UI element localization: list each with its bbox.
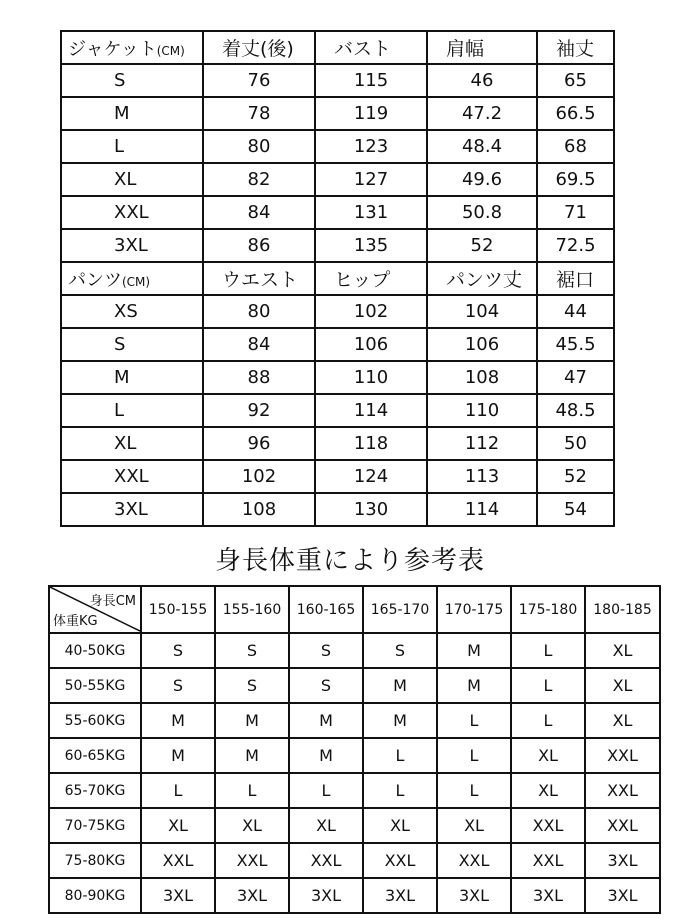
reference-row	[49, 703, 660, 738]
recommended-size-cell: XL	[585, 703, 660, 738]
pants-header-row	[61, 262, 614, 295]
jacket-column-header: バスト	[315, 31, 427, 64]
pants-row	[61, 361, 614, 394]
reference-row	[49, 668, 660, 703]
height-range-header: 180-185	[585, 586, 660, 633]
weight-range-label: 75-80KG	[49, 843, 141, 878]
jacket-size-label: 3XL	[61, 229, 203, 262]
reference-table-title: 身長体重により参考表	[214, 546, 485, 576]
recommended-size-cell: M	[141, 703, 215, 738]
recommended-size-cell: L	[141, 773, 215, 808]
jacket-size-label: M	[61, 97, 203, 130]
pants-row	[61, 427, 614, 460]
height-weight-reference-table	[48, 585, 661, 914]
jacket-value-cell: 50.8	[427, 196, 537, 229]
jacket-value-cell: 49.6	[427, 163, 537, 196]
pants-row	[61, 295, 614, 328]
weight-range-label: 55-60KG	[49, 703, 141, 738]
pants-value-cell: 130	[315, 493, 427, 526]
pants-column-header: パンツ丈	[427, 262, 537, 295]
size-chart-body	[61, 31, 614, 526]
pants-value-cell: 80	[203, 295, 315, 328]
recommended-size-cell: 3XL	[511, 878, 585, 913]
weight-range-label: 80-90KG	[49, 878, 141, 913]
recommended-size-cell: XXL	[215, 843, 289, 878]
recommended-size-cell: L	[289, 773, 363, 808]
recommended-size-cell: XXL	[585, 773, 660, 808]
recommended-size-cell: S	[363, 633, 437, 668]
pants-size-label: M	[61, 361, 203, 394]
jacket-value-cell: 68	[537, 130, 614, 163]
recommended-size-cell: M	[215, 738, 289, 773]
jacket-size-label: XXL	[61, 196, 203, 229]
recommended-size-cell: XL	[585, 633, 660, 668]
recommended-size-cell: S	[215, 633, 289, 668]
recommended-size-cell: XXL	[585, 738, 660, 773]
pants-value-cell: 118	[315, 427, 427, 460]
jacket-value-cell: 47.2	[427, 97, 537, 130]
weight-axis-label: 体重KG	[53, 614, 98, 629]
weight-range-label: 50-55KG	[49, 668, 141, 703]
recommended-size-cell: 3XL	[437, 878, 511, 913]
recommended-size-cell: XL	[585, 668, 660, 703]
recommended-size-cell: S	[215, 668, 289, 703]
recommended-size-cell: XXL	[511, 843, 585, 878]
pants-value-cell: 113	[427, 460, 537, 493]
recommended-size-cell: XL	[511, 773, 585, 808]
pants-value-cell: 114	[427, 493, 537, 526]
recommended-size-cell: XL	[363, 808, 437, 843]
pants-column-header: ウエスト	[203, 262, 315, 295]
reference-corner-cell	[49, 586, 141, 633]
pants-value-cell: 96	[203, 427, 315, 460]
pants-size-label: L	[61, 394, 203, 427]
reference-row	[49, 808, 660, 843]
pants-value-cell: 112	[427, 427, 537, 460]
jacket-value-cell: 115	[315, 64, 427, 97]
reference-table-body	[49, 586, 660, 913]
recommended-size-cell: XXL	[363, 843, 437, 878]
jacket-column-header: 袖丈	[537, 31, 614, 64]
jacket-size-label: L	[61, 130, 203, 163]
pants-value-cell: 84	[203, 328, 315, 361]
recommended-size-cell: S	[141, 668, 215, 703]
pants-value-cell: 92	[203, 394, 315, 427]
recommended-size-cell: L	[363, 738, 437, 773]
weight-range-label: 70-75KG	[49, 808, 141, 843]
pants-size-label: S	[61, 328, 203, 361]
pants-row	[61, 328, 614, 361]
jacket-value-cell: 66.5	[537, 97, 614, 130]
jacket-value-cell: 135	[315, 229, 427, 262]
jacket-value-cell: 82	[203, 163, 315, 196]
jacket-value-cell: 76	[203, 64, 315, 97]
height-range-header: 150-155	[141, 586, 215, 633]
pants-value-cell: 104	[427, 295, 537, 328]
jacket-row	[61, 163, 614, 196]
pants-value-cell: 48.5	[537, 394, 614, 427]
jacket-value-cell: 119	[315, 97, 427, 130]
recommended-size-cell: 3XL	[363, 878, 437, 913]
reference-row	[49, 633, 660, 668]
jacket-header-row	[61, 31, 614, 64]
jacket-value-cell: 71	[537, 196, 614, 229]
recommended-size-cell: XXL	[289, 843, 363, 878]
recommended-size-cell: M	[363, 703, 437, 738]
height-range-header: 155-160	[215, 586, 289, 633]
pants-title: パンツ	[68, 269, 122, 291]
pants-title-cell	[61, 262, 203, 295]
height-range-header: 160-165	[289, 586, 363, 633]
recommended-size-cell: L	[511, 633, 585, 668]
jacket-row	[61, 64, 614, 97]
pants-row	[61, 460, 614, 493]
recommended-size-cell: L	[511, 703, 585, 738]
jacket-value-cell: 78	[203, 97, 315, 130]
pants-value-cell: 124	[315, 460, 427, 493]
recommended-size-cell: XL	[437, 808, 511, 843]
pants-value-cell: 110	[427, 394, 537, 427]
height-axis-label: 身長CM	[89, 594, 136, 609]
pants-value-cell: 102	[203, 460, 315, 493]
recommended-size-cell: L	[215, 773, 289, 808]
pants-value-cell: 44	[537, 295, 614, 328]
jacket-column-header: 着丈(後)	[203, 31, 315, 64]
height-range-header: 175-180	[511, 586, 585, 633]
jacket-title-cell	[61, 31, 203, 64]
pants-value-cell: 52	[537, 460, 614, 493]
jacket-value-cell: 46	[427, 64, 537, 97]
pants-value-cell: 114	[315, 394, 427, 427]
recommended-size-cell: L	[437, 703, 511, 738]
jacket-size-label: XL	[61, 163, 203, 196]
jacket-title: ジャケット	[68, 38, 157, 60]
recommended-size-cell: L	[363, 773, 437, 808]
recommended-size-cell: 3XL	[289, 878, 363, 913]
recommended-size-cell: XL	[215, 808, 289, 843]
jacket-row	[61, 130, 614, 163]
pants-value-cell: 106	[427, 328, 537, 361]
weight-range-label: 60-65KG	[49, 738, 141, 773]
jacket-row	[61, 229, 614, 262]
pants-row	[61, 493, 614, 526]
recommended-size-cell: S	[289, 633, 363, 668]
recommended-size-cell: S	[141, 633, 215, 668]
height-range-header: 170-175	[437, 586, 511, 633]
pants-value-cell: 108	[203, 493, 315, 526]
pants-column-header: 裾口	[537, 262, 614, 295]
pants-value-cell: 54	[537, 493, 614, 526]
pants-value-cell: 110	[315, 361, 427, 394]
jacket-value-cell: 86	[203, 229, 315, 262]
recommended-size-cell: XXL	[141, 843, 215, 878]
reference-row	[49, 738, 660, 773]
recommended-size-cell: S	[289, 668, 363, 703]
recommended-size-cell: XXL	[437, 843, 511, 878]
pants-size-label: XXL	[61, 460, 203, 493]
recommended-size-cell: M	[215, 703, 289, 738]
recommended-size-cell: M	[363, 668, 437, 703]
recommended-size-cell: L	[437, 738, 511, 773]
pants-value-cell: 88	[203, 361, 315, 394]
recommended-size-cell: M	[289, 703, 363, 738]
jacket-column-header: 肩幅	[427, 31, 537, 64]
jacket-value-cell: 80	[203, 130, 315, 163]
recommended-size-cell: L	[511, 668, 585, 703]
jacket-row	[61, 196, 614, 229]
recommended-size-cell: M	[289, 738, 363, 773]
jacket-size-label: S	[61, 64, 203, 97]
pants-row	[61, 394, 614, 427]
jacket-unit: (CM)	[156, 43, 185, 58]
jacket-value-cell: 65	[537, 64, 614, 97]
jacket-value-cell: 131	[315, 196, 427, 229]
pants-size-label: XS	[61, 295, 203, 328]
height-range-header: 165-170	[363, 586, 437, 633]
recommended-size-cell: M	[437, 668, 511, 703]
pants-value-cell: 47	[537, 361, 614, 394]
weight-range-label: 65-70KG	[49, 773, 141, 808]
recommended-size-cell: 3XL	[585, 843, 660, 878]
jacket-row	[61, 97, 614, 130]
pants-value-cell: 50	[537, 427, 614, 460]
jacket-value-cell: 123	[315, 130, 427, 163]
recommended-size-cell: XXL	[511, 808, 585, 843]
recommended-size-cell: XL	[289, 808, 363, 843]
recommended-size-cell: L	[437, 773, 511, 808]
pants-column-header: ヒップ	[315, 262, 427, 295]
recommended-size-cell: 3XL	[141, 878, 215, 913]
recommended-size-cell: M	[437, 633, 511, 668]
pants-value-cell: 106	[315, 328, 427, 361]
reference-row	[49, 878, 660, 913]
size-chart-table	[60, 30, 615, 527]
jacket-value-cell: 52	[427, 229, 537, 262]
recommended-size-cell: XXL	[585, 808, 660, 843]
weight-range-label: 40-50KG	[49, 633, 141, 668]
reference-row	[49, 843, 660, 878]
pants-value-cell: 102	[315, 295, 427, 328]
pants-value-cell: 108	[427, 361, 537, 394]
recommended-size-cell: M	[141, 738, 215, 773]
recommended-size-cell: XL	[511, 738, 585, 773]
recommended-size-cell: 3XL	[585, 878, 660, 913]
recommended-size-cell: 3XL	[215, 878, 289, 913]
reference-row	[49, 773, 660, 808]
jacket-value-cell: 69.5	[537, 163, 614, 196]
reference-header-row	[49, 586, 660, 633]
jacket-value-cell: 127	[315, 163, 427, 196]
jacket-value-cell: 72.5	[537, 229, 614, 262]
recommended-size-cell: XL	[141, 808, 215, 843]
pants-size-label: 3XL	[61, 493, 203, 526]
pants-value-cell: 45.5	[537, 328, 614, 361]
jacket-value-cell: 48.4	[427, 130, 537, 163]
pants-unit: (CM)	[122, 274, 151, 289]
pants-size-label: XL	[61, 427, 203, 460]
jacket-value-cell: 84	[203, 196, 315, 229]
